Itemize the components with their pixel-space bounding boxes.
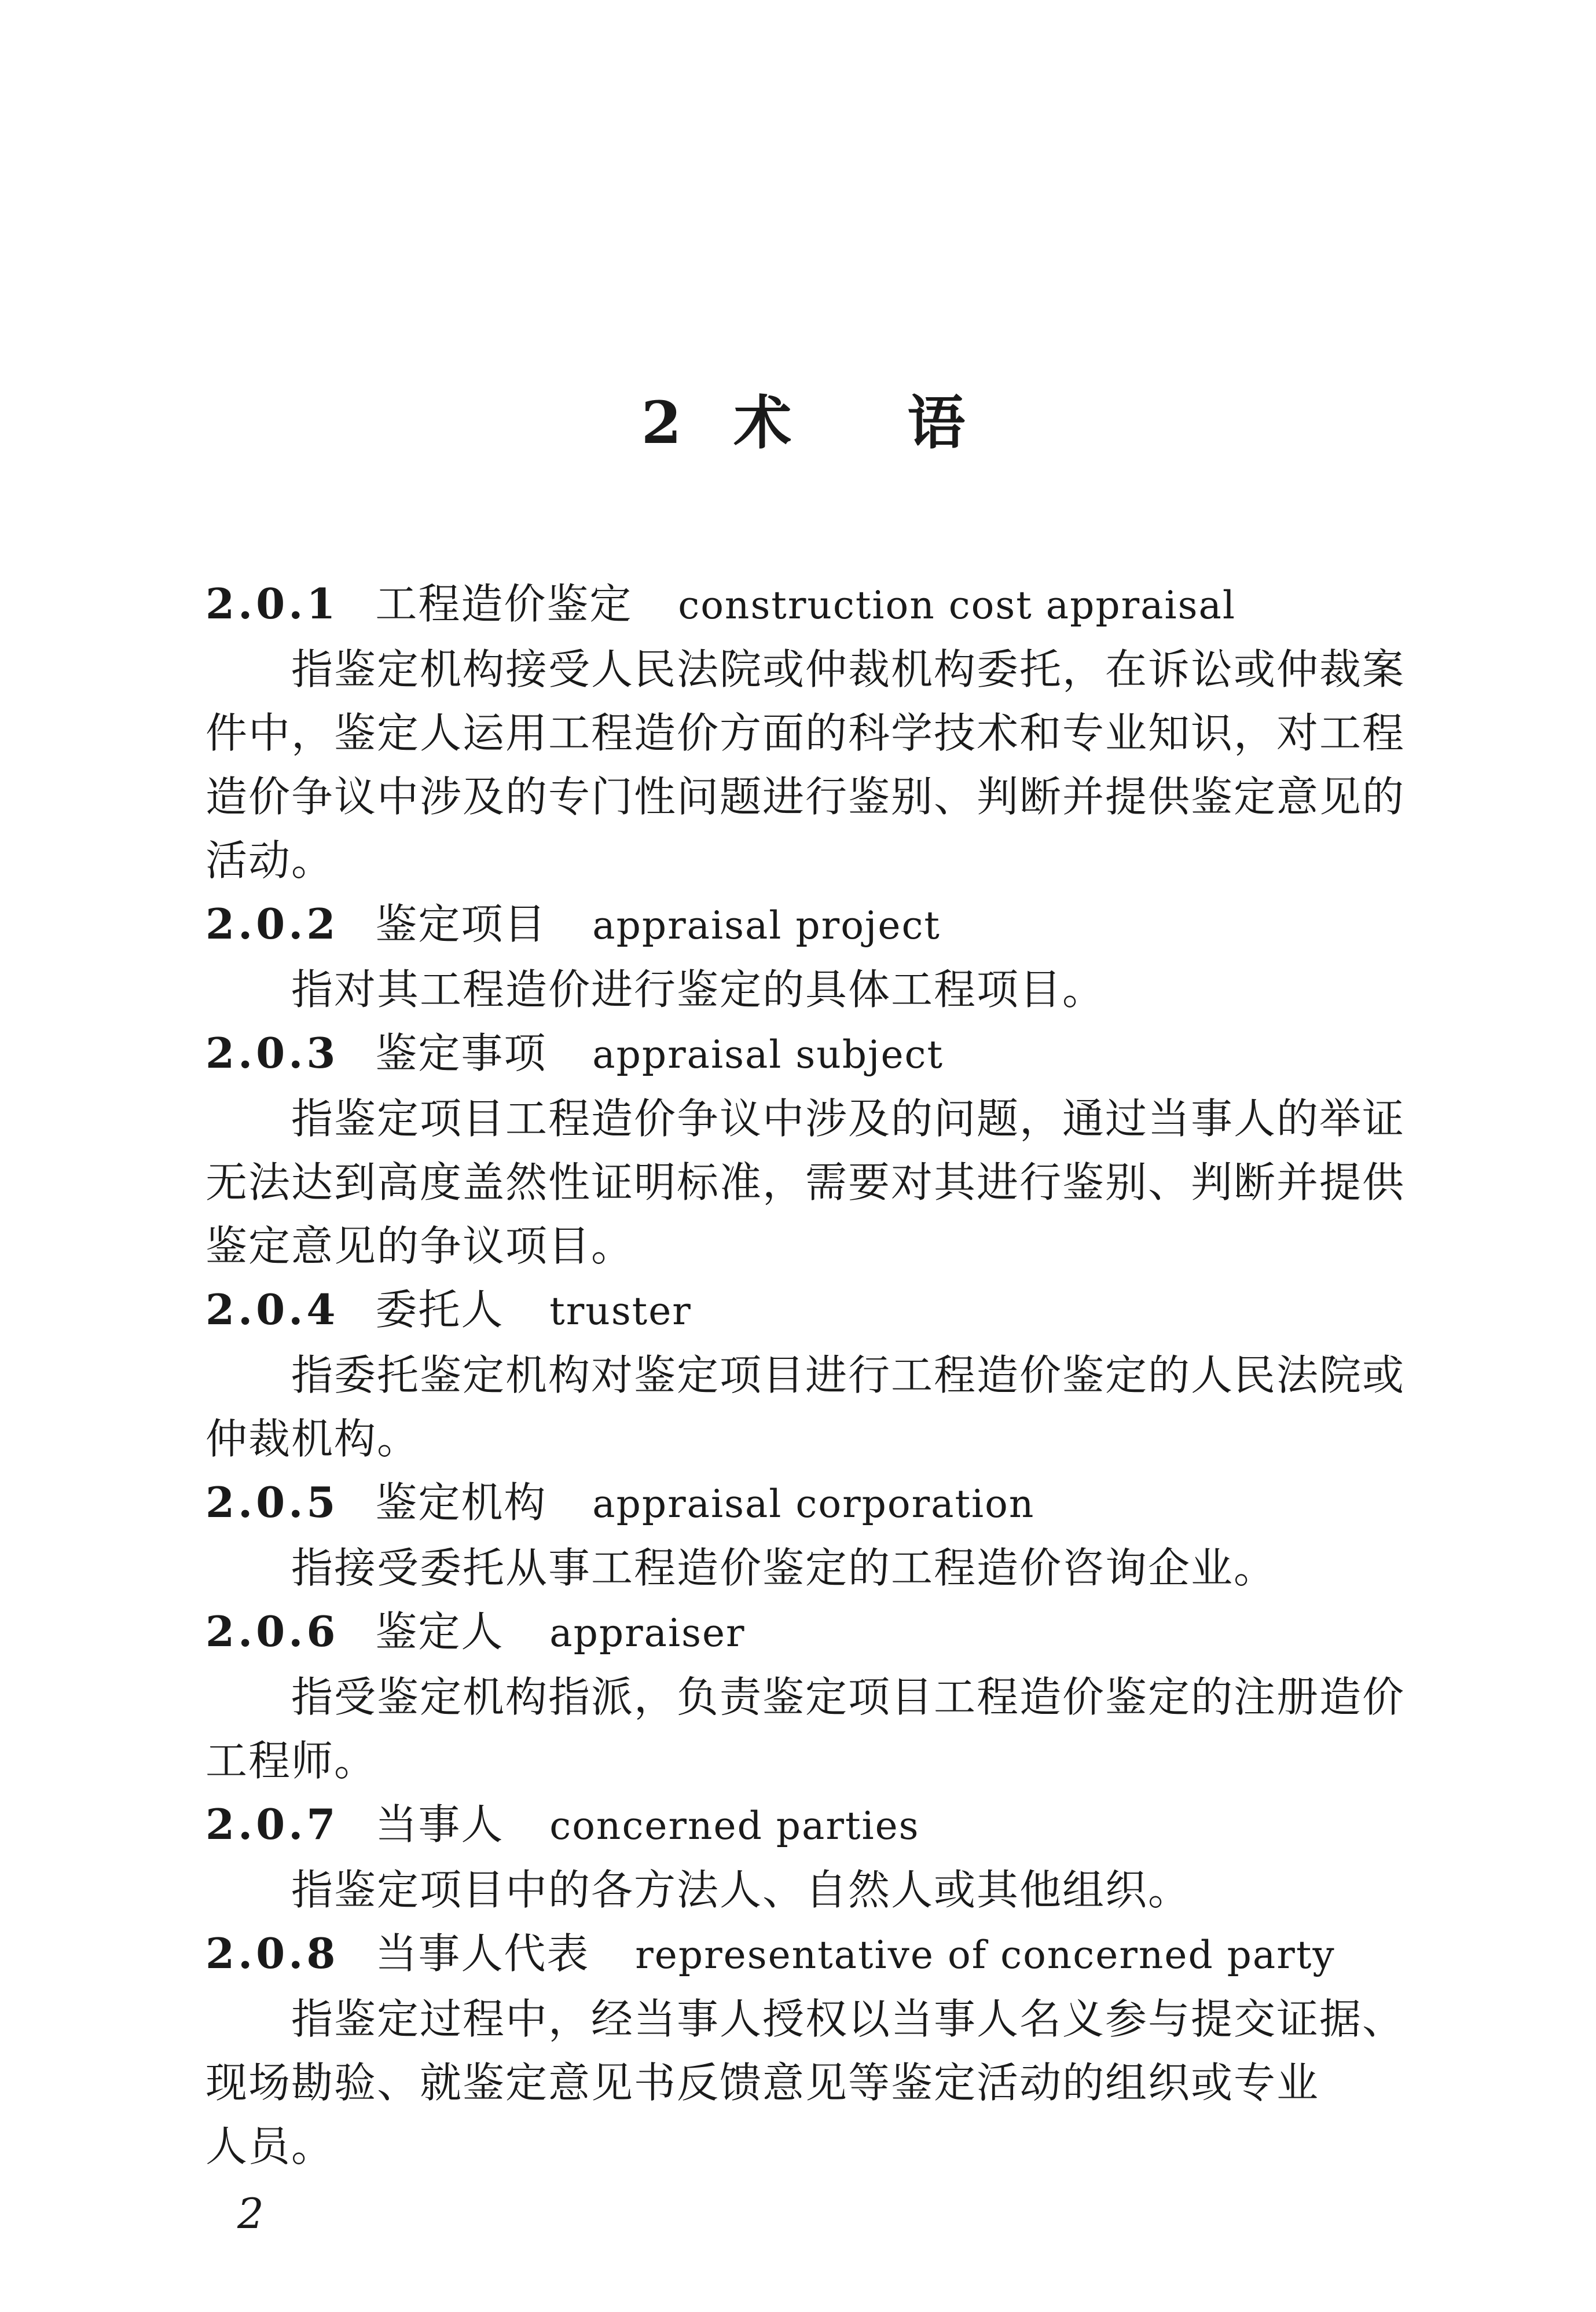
definition — [206, 1087, 1406, 1278]
term-chinese: 鉴定人 — [375, 1607, 504, 1656]
term-section — [206, 1922, 1406, 2178]
definition-line: 工程师。 — [206, 1736, 377, 1785]
term-heading — [206, 1922, 1401, 1987]
definition-line: 件中，鉴定人运用工程造价方面的科学技术和专业知识，对工程 — [206, 709, 1406, 757]
definition — [206, 1987, 1406, 2178]
definition-line: 指鉴定机构接受人民法院或仲裁机构委托，在诉讼或仲裁案 — [291, 645, 1406, 694]
term-english: concerned parties — [549, 1804, 920, 1848]
chapter-title — [206, 382, 1401, 463]
term-chinese: 鉴定机构 — [375, 1478, 547, 1527]
definition-line: 现场勘验、就鉴定意见书反馈意见等鉴定活动的组织或专业 — [206, 2058, 1320, 2107]
page-number: 2 — [237, 2189, 264, 2238]
chapter-title-char-1: 术 — [733, 389, 792, 457]
chapter-title-char-2: 语 — [907, 389, 966, 457]
term-number: 2.0.7 — [206, 1800, 339, 1849]
term-section — [206, 1600, 1406, 1793]
term-heading — [206, 1021, 1401, 1087]
term-number: 2.0.3 — [206, 1028, 339, 1078]
definition-line: 指接受委托从事工程造价鉴定的工程造价咨询企业。 — [291, 1544, 1277, 1592]
term-section — [206, 1021, 1406, 1278]
definition-line: 鉴定意见的争议项目。 — [206, 1222, 634, 1270]
definition-line: 人员。 — [206, 2122, 335, 2171]
definition-line: 仲裁机构。 — [206, 1415, 420, 1463]
term-chinese: 委托人 — [375, 1285, 504, 1334]
definition-line: 指鉴定项目工程造价争议中涉及的问题，通过当事人的举证 — [291, 1094, 1406, 1143]
term-number: 2.0.6 — [206, 1607, 339, 1656]
term-section — [206, 572, 1406, 892]
definition-line: 指对其工程造价进行鉴定的具体工程项目。 — [291, 965, 1106, 1014]
term-english: truster — [549, 1289, 692, 1333]
term-number: 2.0.1 — [206, 579, 339, 628]
definition — [206, 1536, 1401, 1600]
term-chinese: 鉴定事项 — [375, 1029, 547, 1078]
definition-line: 指委托鉴定机构对鉴定项目进行工程造价鉴定的人民法院或 — [291, 1351, 1406, 1399]
term-chinese: 工程造价鉴定 — [375, 580, 633, 628]
definition — [206, 1858, 1401, 1922]
term-section — [206, 1793, 1401, 1922]
definition — [206, 637, 1406, 892]
definition — [206, 1665, 1406, 1793]
term-number: 2.0.4 — [206, 1285, 339, 1334]
term-section — [206, 892, 1401, 1021]
definition — [206, 958, 1401, 1021]
term-chinese: 鉴定项目 — [375, 900, 547, 948]
term-heading — [206, 1600, 1401, 1665]
term-number: 2.0.8 — [206, 1929, 339, 1978]
term-english: appraisal corporation — [592, 1482, 1035, 1526]
definition-line: 造价争议中涉及的专门性问题进行鉴别、判断并提供鉴定意见的 — [206, 772, 1406, 821]
term-section — [206, 1471, 1401, 1600]
definition-line: 指受鉴定机构指派，负责鉴定项目工程造价鉴定的注册造价 — [291, 1673, 1406, 1721]
term-heading — [206, 1471, 1401, 1536]
chapter-number: 2 — [641, 389, 682, 457]
term-heading — [206, 1278, 1401, 1343]
term-english: construction cost appraisal — [678, 583, 1236, 628]
term-english: appraisal project — [592, 903, 941, 948]
term-chinese: 当事人 — [375, 1800, 504, 1849]
term-section — [206, 1278, 1406, 1471]
term-heading — [206, 892, 1401, 958]
definition-line: 指鉴定项目中的各方法人、自然人或其他组织。 — [291, 1866, 1191, 1914]
term-english: appraiser — [549, 1611, 746, 1655]
term-english: appraisal subject — [592, 1032, 944, 1077]
term-number: 2.0.5 — [206, 1478, 339, 1527]
term-heading — [206, 572, 1401, 637]
definition-line: 活动。 — [206, 836, 335, 885]
definition-line: 指鉴定过程中，经当事人授权以当事人名义参与提交证据、 — [291, 1995, 1406, 2043]
term-english: representative of concerned party — [635, 1933, 1335, 1977]
term-number: 2.0.2 — [206, 899, 339, 948]
definition — [206, 1343, 1406, 1471]
definition-line: 无法达到高度盖然性证明标准，需要对其进行鉴别、判断并提供 — [206, 1158, 1406, 1207]
term-heading — [206, 1793, 1401, 1858]
term-chinese: 当事人代表 — [375, 1929, 590, 1978]
terminology-sections — [206, 572, 1406, 2178]
